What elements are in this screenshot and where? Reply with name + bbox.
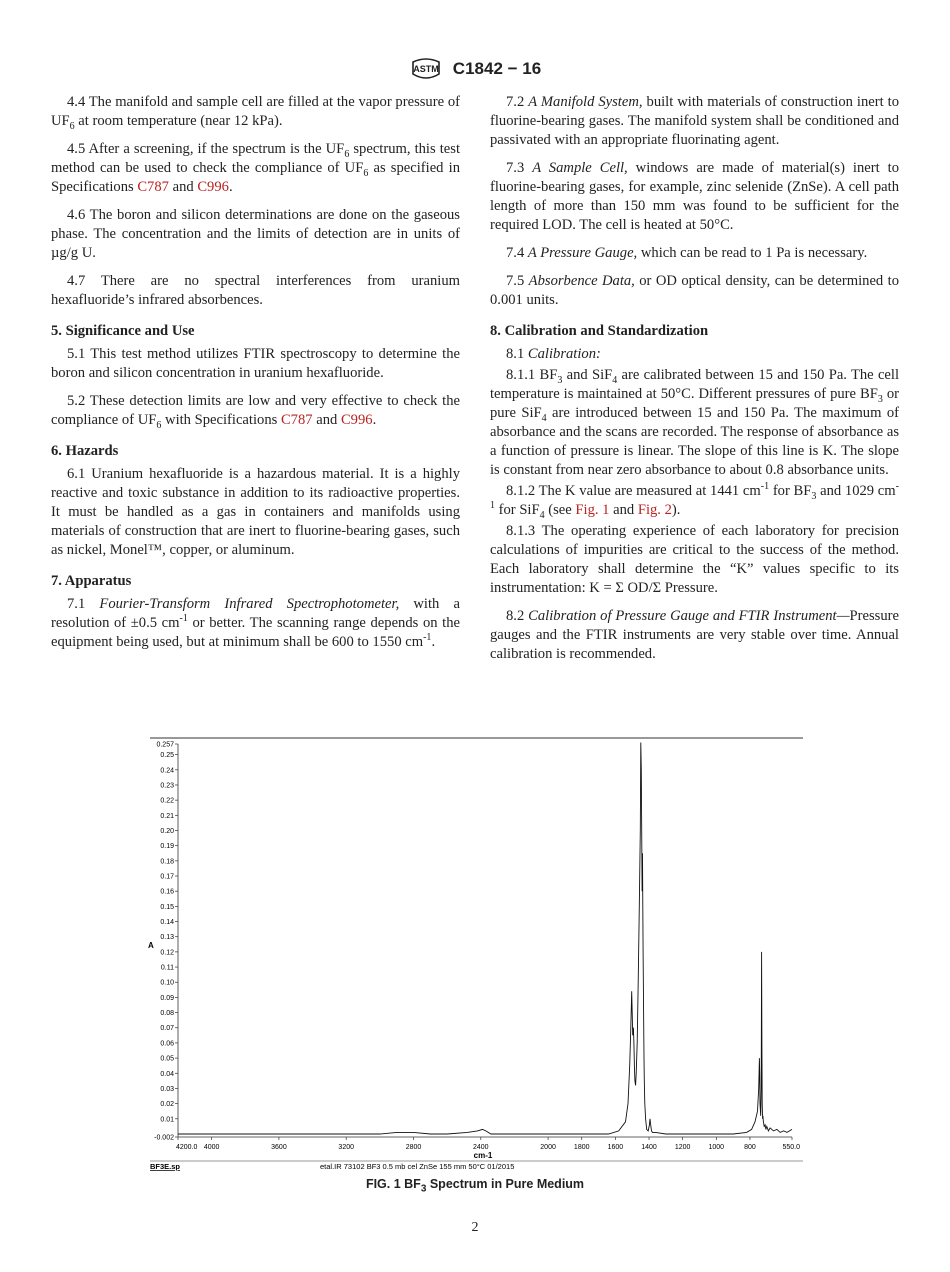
x-tick-label: 1800 — [573, 1144, 590, 1151]
y-tick-label: 0.09 — [160, 994, 174, 1002]
y-tick-label: 0.17 — [160, 873, 174, 881]
para-8-2: 8.2 Calibration of Pressure Gauge and FTIR Instrument—Pressure gauges and the FTIR instruments are very stable over time. Annual calibration is recommended. — [490, 608, 899, 662]
x-tick-label: 800 — [744, 1144, 756, 1151]
ref-c787[interactable]: C787 — [137, 179, 169, 195]
ref-c787[interactable]: C787 — [280, 412, 313, 428]
x-tick-label: 1200 — [674, 1144, 691, 1151]
y-tick-label: 0.257 — [156, 741, 174, 749]
y-tick-label: 0.13 — [160, 934, 174, 942]
y-tick-label: 0.19 — [160, 843, 174, 851]
para-7-4: 7.4 A Pressure Gauge, which can be read to 1 Pa is necessary. — [506, 245, 868, 261]
heading-significance: 5. Significance and Use — [51, 323, 195, 339]
y-tick-label: 0.12 — [160, 949, 174, 957]
x-tick-label: 1400 — [641, 1144, 657, 1151]
para-8-1-2: 8.1.2 The K value are measured at 1441 $cm^{-1}$ for $BF_3$ and 1029 $cm^{-1}$ for SiF$_4$ (see Fig. 1 and Fig. 2). — [490, 481, 899, 521]
x-tick-label: 550.0 — [782, 1144, 800, 1151]
x-tick-label: 4200.0 — [176, 1144, 198, 1151]
page-header — [0, 56, 950, 82]
y-tick-label: 0.01 — [160, 1116, 174, 1124]
y-tick-label: 0.23 — [160, 782, 174, 790]
para-5-1: 5.1 This test method utilizes FTIR spectroscopy to determine the boron and silicon concentration in uranium hexafluoride. — [51, 346, 460, 381]
y-tick-label: 0.03 — [160, 1085, 174, 1093]
spectrum-line — [178, 743, 792, 1135]
astm-logo — [409, 56, 443, 82]
y-tick-label: 0.08 — [160, 1010, 174, 1018]
figure-1 — [140, 732, 810, 1177]
y-ticks — [154, 742, 178, 1142]
para-4-5: 4.5 After a screening, if the spectrum is the $UF_6$ spectrum, this test method can be used to check the compliance of $UF_6$ as specified in Specifications C787 and C996. — [51, 141, 460, 195]
para-7-5: 7.5 Absorbence Data, or OD optical density, can be determined to 0.001 units. — [490, 273, 900, 308]
para-7-1: 7.1 Fourier-Transform Infrared Spectrophotometer, with a resolution of ±0.5 $cm^{-1}$ or better. The scanning range depends on the equipment being used, but at minimum shall be 600 to 1550 $cm^{-1}$. — [51, 596, 460, 650]
figure-caption: FIG. 1 $BF_3$ Spectrum in Pure Medium — [365, 1177, 585, 1195]
para-7-2: 7.2 A Manifold System, built with materials of construction inert to fluorine-bearing gases. The manifold system shall be conditioned and passivated with an appropriate fluorinating agent. — [490, 94, 900, 148]
para-6-1: 6.1 Uranium hexafluoride is a hazardous material. It is a highly reactive and toxic substance in addition to its radioactive properties. It must be handled as a gas in containers and manifolds using materials of construction that are inert to fluorine-bearing gases, such as nickel, Monel™, copper, or aluminum. — [51, 466, 460, 558]
para-8-1: 8.1 Calibration: — [506, 346, 601, 362]
y-tick-label: 0.21 — [160, 812, 174, 820]
y-tick-label: 0.16 — [160, 888, 174, 896]
x-tick-label: 1000 — [708, 1144, 725, 1151]
astm-logo-text: ASTM — [413, 64, 439, 74]
x-tick-label: 3600 — [271, 1144, 287, 1151]
ref-fig1[interactable]: Fig. 1 — [575, 502, 610, 518]
para-4-4: 4.4 The manifold and sample cell are filled at the vapor pressure of $UF_6$ at room temperature (near 12 kPa). — [51, 94, 460, 132]
y-tick-label: 0.15 — [160, 903, 174, 911]
heading-apparatus: 7. Apparatus — [51, 573, 132, 589]
para-4-7: 4.7 There are no spectral interferences from uranium hexafluoride’s infrared absorbences. — [51, 273, 460, 308]
x-tick-label: 2000 — [540, 1144, 556, 1151]
x-tick-label: 3200 — [338, 1144, 355, 1151]
y-tick-label: 0.24 — [160, 767, 174, 775]
y-tick-label: -0.002 — [154, 1134, 174, 1142]
x-tick-label: 1600 — [607, 1144, 624, 1151]
x-tick-label: 2800 — [405, 1144, 422, 1151]
y-axis-label: A — [148, 941, 154, 950]
y-tick-label: 0.20 — [160, 827, 174, 835]
x-ticks — [176, 1137, 800, 1151]
left-column — [51, 93, 460, 661]
y-tick-label: 0.14 — [160, 919, 174, 927]
heading-hazards: 6. Hazards — [51, 443, 119, 459]
x-tick-label: 4000 — [203, 1144, 220, 1151]
para-5-2: 5.2 These detection limits are low and very effective to check the compliance of $UF_6$ with Specifications C787 and C996. — [51, 393, 460, 431]
page-number: 2 — [471, 1220, 479, 1235]
document-designation: C1842 − 16 — [452, 59, 542, 78]
y-tick-label: 0.18 — [160, 858, 174, 866]
right-column — [490, 93, 899, 673]
ref-fig2[interactable]: Fig. 2 — [637, 502, 672, 518]
para-8-1-1: 8.1.1 $BF_3$ and SiF$_4$ are calibrated between 15 and 150 Pa. The cell temperature is maintained at 50°C. Different pressures of pure $BF_3$ or pure SiF$_4$ are introduced between 15 and 150 Pa. The maximum of absorbance and the scans are recorded. The response of absorbance as a function of pressure is linear. The slope of this line is K. The slope is constant from near zero absorbance to about 0.8 absorbance units. — [490, 367, 900, 478]
x-tick-label: 2400 — [473, 1144, 489, 1151]
y-tick-label: 0.22 — [160, 797, 174, 805]
y-tick-label: 0.10 — [160, 979, 174, 987]
y-tick-label: 0.04 — [160, 1070, 174, 1078]
bf3-spectrum-chart — [140, 732, 810, 1177]
ref-c996[interactable]: C996 — [197, 179, 229, 195]
footer-description: etal.IR 73102 BF3 0.5 mb cel ZnSe 155 mm 50°C 01/2015 — [320, 1162, 515, 1171]
para-7-3: 7.3 A Sample Cell, windows are made of material(s) inert to fluorine-bearing gases, for example, zinc selenide (ZnSe). A cell path length of more than 150 mm was found to be sufficient for the required LOD. The cell is heated at 50°C. — [490, 160, 899, 233]
footer-filename: BF3E.sp — [150, 1162, 181, 1171]
y-tick-label: 0.11 — [160, 964, 174, 972]
ref-c996[interactable]: C996 — [340, 412, 373, 428]
y-tick-label: 0.05 — [160, 1055, 174, 1063]
y-tick-label: 0.06 — [160, 1040, 174, 1048]
y-tick-label: 0.02 — [160, 1101, 174, 1109]
y-tick-label: 0.25 — [160, 752, 174, 760]
x-axis-label: cm-1 — [473, 1151, 493, 1160]
para-4-6: 4.6 The boron and silicon determinations are done on the gaseous phase. The concentration and the limits of detection are in units of µg/g U. — [51, 207, 460, 261]
y-tick-label: 0.07 — [160, 1025, 174, 1033]
para-8-1-3: 8.1.3 The operating experience of each laboratory for precision calculations of impurities are critical to the success of the method. Each laboratory shall determine the “K” values specific to its instrumentation: K = Σ OD/Σ Pressure. — [490, 523, 899, 596]
heading-calibration: 8. Calibration and Standardization — [490, 323, 709, 339]
